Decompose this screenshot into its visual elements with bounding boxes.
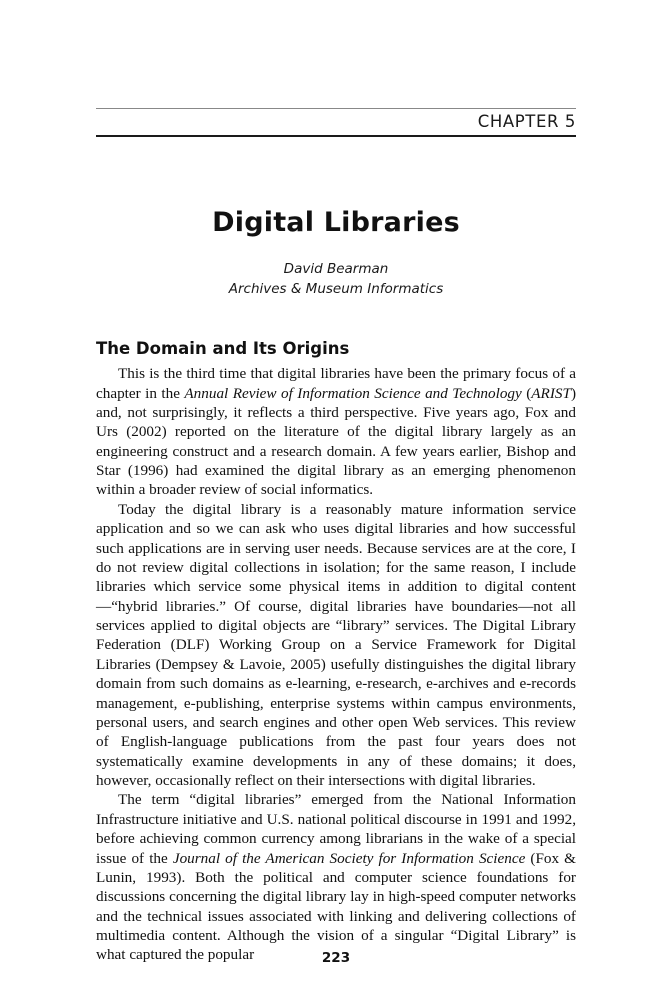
author-name: David Bearman (283, 261, 389, 277)
paragraph: Today the digital library is a reasonably mature information service application and so we can ask who uses digital libraries and how successful such applications are in serving user needs. Because services are at the core, I do not review digital collections in isolation; for the same reason, I include libraries which service some physical items in addition to digital content—“hybrid libraries.” Of course, digital libraries have boundaries—not all services applied to digital objects are “library” services. The Digital Library Federation (DLF) Working Group on a Service Framework for Digital Libraries (Dempsey & Lavoie, 2005) usefully distinguishes the digital library domain from such domains as e-learning, e-research, e-archives and e-records management, e-publishing, enterprise systems within campus environments, personal users, and search engines and other open Web services. This review of English-language publications from the past four years does not systematically examine developments in any of these domains; it does, however, occasionally reflect on their intersections with digital libraries. (96, 500, 576, 789)
header-rule-thin (96, 108, 576, 109)
author-affiliation: Archives & Museum Informatics (228, 280, 444, 297)
page-title: Digital Libraries (212, 207, 460, 238)
body-text (96, 364, 576, 965)
running-head (96, 108, 576, 137)
chapter-label: CHAPTER 5 (477, 112, 576, 131)
header-rule-thick (96, 135, 576, 137)
paragraph: This is the third time that digital libraries have been the primary focus of a chapter in the Annual Review of Information Science and Technology (ARIST) and, not surprisingly, it reflects a third perspective. Five years ago, Fox and Urs (2002) reported on the literature of the digital library largely as an engineering construct and a research domain. A few years earlier, Bishop and Star (1996) had examined the digital library as an emerging phenomenon within a broader review of social informatics. (96, 365, 576, 499)
section-heading: The Domain and Its Origins (96, 339, 350, 359)
paragraph: The term “digital libraries” emerged from the National Information Infrastructure initiative and U.S. national political discourse in 1991 and 1992, before achieving common currency among librarians in the wake of a special issue of the Journal of the American Society for Information Science (Fox & Lunin, 1993). Both the political and computer science foundations for discussions concerning the digital library lay in high-speed computer networks and the technical issues associated with linking and delivering collections of multimedia content. Although the vision of a singular “Digital Library” is what captured the popular (96, 791, 576, 964)
page-number: 223 (321, 950, 351, 966)
